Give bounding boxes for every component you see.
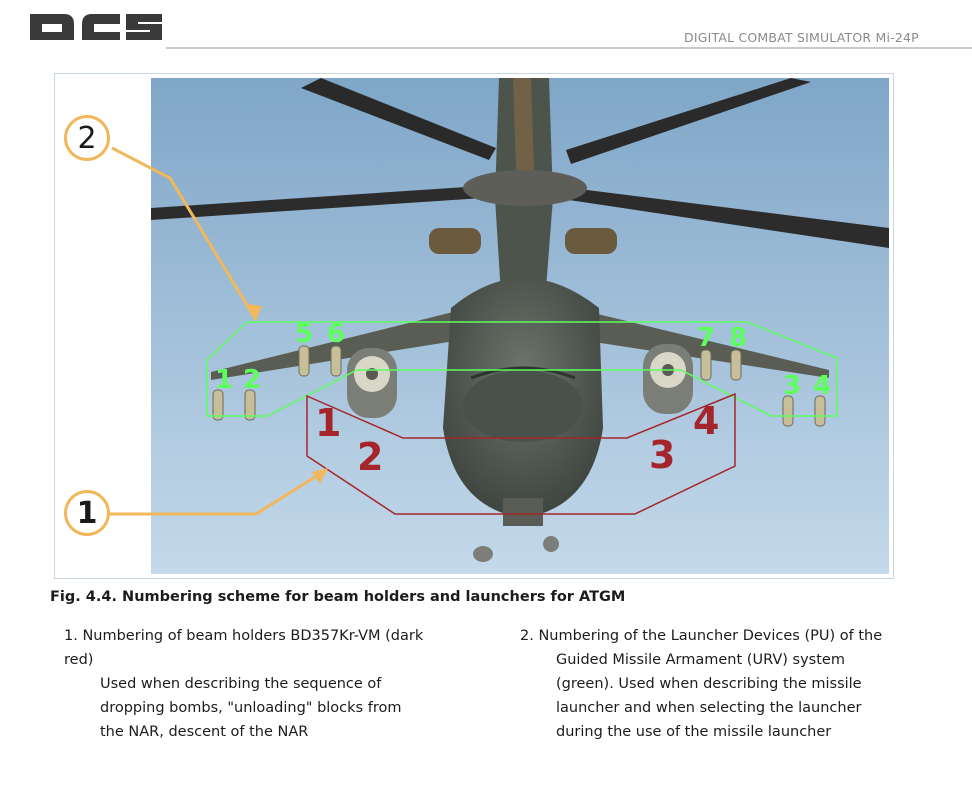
dcs-logo xyxy=(26,0,166,46)
launcher-label: 1 xyxy=(215,365,234,395)
beam-holder-label: 4 xyxy=(693,399,720,443)
item-description: dropping bombs, "unloading" blocks from xyxy=(100,700,402,716)
rocket-pod-left xyxy=(347,348,397,418)
document-header-title: DIGITAL COMBAT SIMULATOR Mi-24P xyxy=(684,30,919,45)
beam-holder-label: 1 xyxy=(315,401,342,445)
item-description: during the use of the missile launcher xyxy=(556,724,832,740)
figure-caption: Fig. 4.4. Numbering scheme for beam holders and launchers for ATGM xyxy=(50,589,626,605)
item-description: (green). Used when describing the missile xyxy=(556,676,862,692)
item-title: Guided Missile Armament (URV) system xyxy=(556,652,845,668)
item-title: 2. Numbering of the Launcher Devices (PU) of the xyxy=(520,628,883,644)
launcher-label: 7 xyxy=(697,323,716,353)
rotor-hub xyxy=(463,170,587,206)
callout-2: 2 xyxy=(64,115,110,161)
item-description: the NAR, descent of the NAR xyxy=(100,724,309,740)
launcher-label: 2 xyxy=(243,365,262,395)
item-description: launcher and when selecting the launcher xyxy=(556,700,862,716)
helicopter-illustration xyxy=(151,78,889,574)
launcher-label: 4 xyxy=(813,371,832,401)
launcher-label: 3 xyxy=(783,371,802,401)
beam-holder-label: 2 xyxy=(357,435,384,479)
launcher-label: 8 xyxy=(729,323,748,353)
launcher-label: 6 xyxy=(327,319,346,349)
callout-1: 1 xyxy=(64,490,110,536)
item-launcher-devices xyxy=(520,624,920,744)
beam-holder-label: 3 xyxy=(649,433,676,477)
item-description: Used when describing the sequence of xyxy=(100,676,382,692)
item-beam-holders xyxy=(64,624,484,744)
header-divider xyxy=(166,47,972,49)
item-title: red) xyxy=(64,652,94,668)
item-title: 1. Numbering of beam holders BD357Kr-VM (dark xyxy=(64,628,424,644)
launcher-label: 5 xyxy=(295,319,314,349)
rocket-pod-right xyxy=(643,344,693,414)
